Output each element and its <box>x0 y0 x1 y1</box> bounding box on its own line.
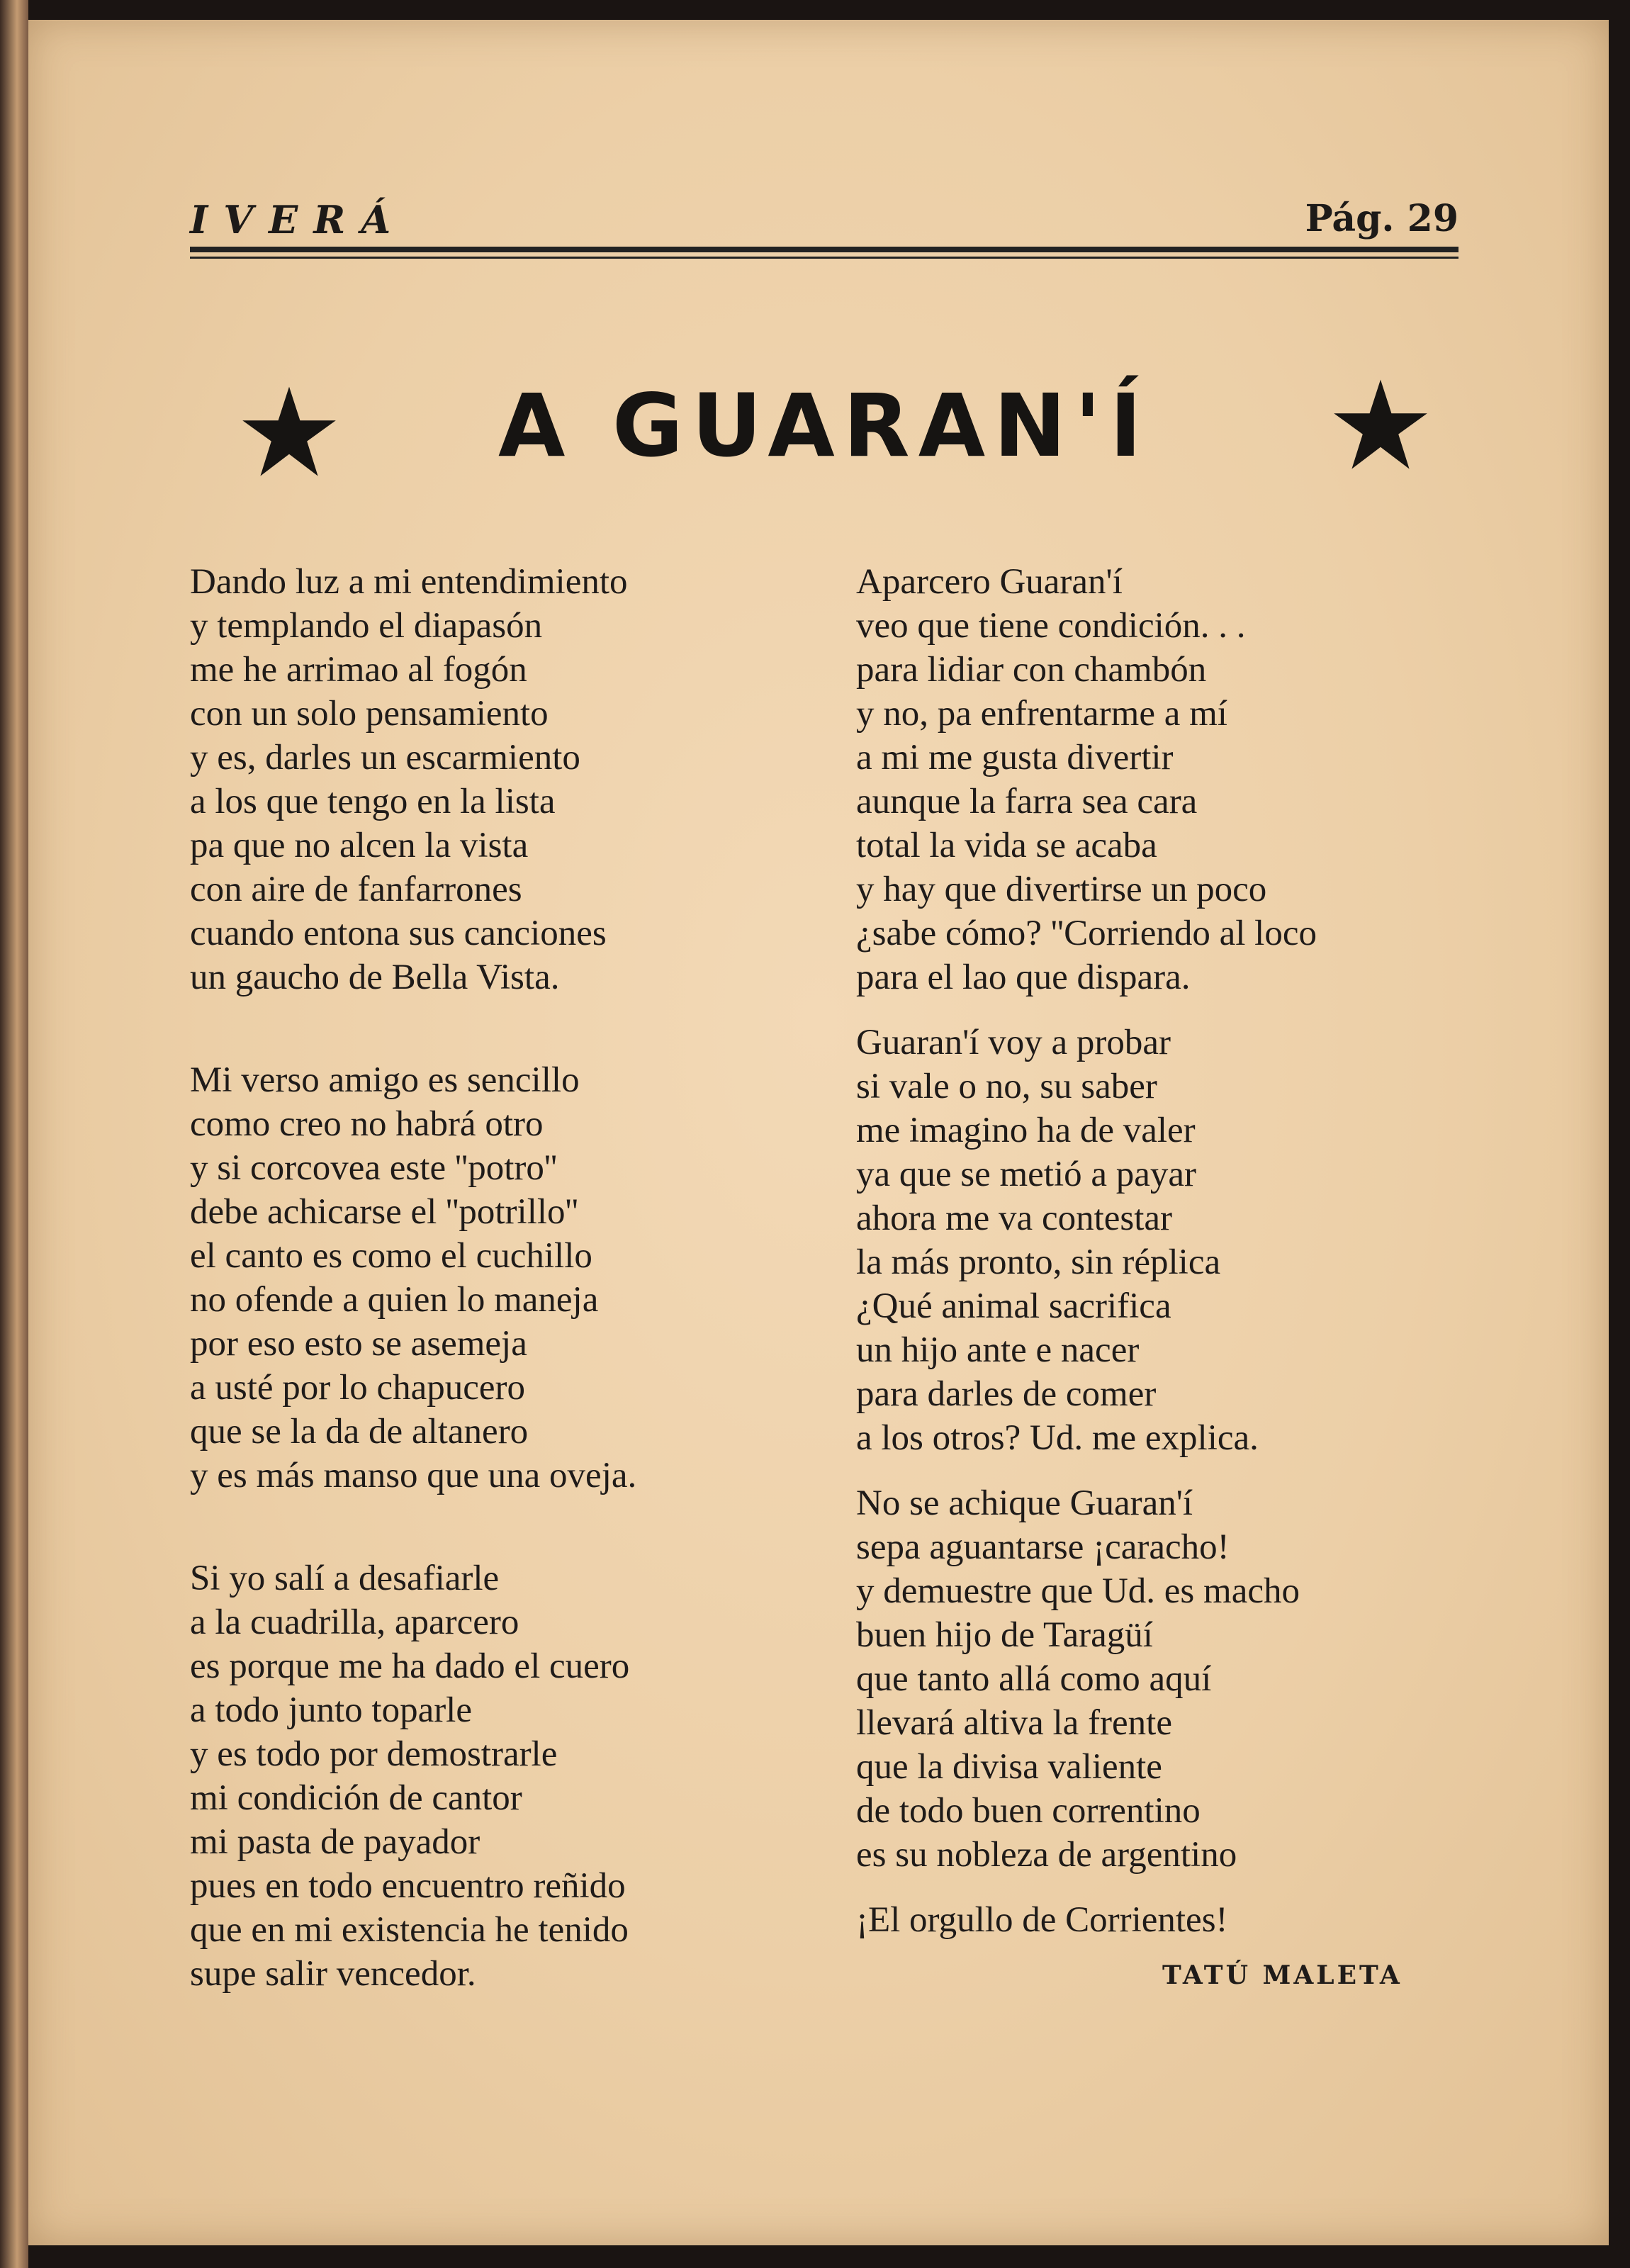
verse-line: mi pasta de payador <box>190 1822 480 1862</box>
verse-line: Guaran'í voy a probar <box>856 1023 1171 1062</box>
verse-line: y si corcovea este ''potro'' <box>190 1148 558 1188</box>
verse-line: para darles de comer <box>856 1374 1157 1414</box>
verse-line: llevará altiva la frente <box>856 1703 1172 1743</box>
stanza <box>190 1556 814 1996</box>
verse-line: y templando el diapasón <box>190 606 543 646</box>
verse-line: y hay que divertirse un poco <box>856 870 1267 909</box>
verse-line: cuando entona sus canciones <box>190 914 607 953</box>
verse-line: a mi me gusta divertir <box>856 738 1174 777</box>
verse-line: total la vida se acaba <box>856 826 1157 865</box>
verse-line: con aire de fanfarrones <box>190 870 522 909</box>
stanza <box>190 1058 814 1498</box>
stanza <box>856 1481 1466 1877</box>
verse-line: Mi verso amigo es sencillo <box>190 1060 580 1100</box>
verse-line: mi condición de cantor <box>190 1778 522 1818</box>
verse-line: No se achique Guaran'í <box>856 1483 1193 1523</box>
verse-line: y demuestre que Ud. es macho <box>856 1571 1300 1611</box>
verse-line: con un solo pensamiento <box>190 694 549 734</box>
verse-line: a la cuadrilla, aparcero <box>190 1602 519 1642</box>
verse-line: supe salir vencedor. <box>190 1954 476 1994</box>
verse-line: ahora me va contestar <box>856 1198 1173 1238</box>
book-spine <box>0 0 28 2268</box>
poem-column-left <box>190 560 814 2055</box>
verse-line: buen hijo de Taragüí <box>856 1615 1153 1655</box>
verse-line: por eso esto se asemeja <box>190 1324 527 1364</box>
verse-line: un hijo ante e nacer <box>856 1330 1140 1370</box>
verse-line: sepa aguantarse ¡caracho! <box>856 1527 1230 1567</box>
verse-line: que se la da de altanero <box>190 1412 529 1452</box>
verse-line: y es, darles un escarmiento <box>190 738 580 777</box>
verse-line: de todo buen correntino <box>856 1791 1201 1831</box>
verse-line: el canto es como el cuchillo <box>190 1236 592 1276</box>
poem-column-right <box>856 560 1466 1963</box>
verse-line: aunque la farra sea cara <box>856 782 1198 821</box>
star-icon <box>1331 376 1430 475</box>
verse-line: ya que se metió a payar <box>856 1155 1197 1194</box>
verse-line: y es más manso que una oveja. <box>190 1456 637 1495</box>
header-rule-thin <box>190 257 1458 259</box>
verse-line: si vale o no, su saber <box>856 1067 1157 1106</box>
verse-line: que tanto allá como aquí <box>856 1659 1212 1699</box>
stanza <box>190 560 814 999</box>
verse-line: que la divisa valiente <box>856 1747 1162 1787</box>
verse-line: a los otros? Ud. me explica. <box>856 1418 1259 1458</box>
verse-line: Dando luz a mi entendimiento <box>190 562 628 602</box>
verse-line: es su nobleza de argentino <box>856 1835 1237 1875</box>
verse-line: para lidiar con chambón <box>856 650 1207 690</box>
verse-line: debe achicarse el ''potrillo'' <box>190 1192 578 1232</box>
verse-line: ¿Qué animal sacrifica <box>856 1286 1171 1326</box>
verse-line: ¿sabe cómo? ''Corriendo al loco <box>856 914 1317 953</box>
header-rule <box>190 247 1458 252</box>
verse-line: me he arrimao al fogón <box>190 650 527 690</box>
author-signature: TATÚ MALETA <box>1162 1960 1403 1990</box>
verse-line: y es todo por demostrarle <box>190 1734 558 1774</box>
stanza <box>856 1021 1466 1460</box>
verse-line: Aparcero Guaran'í <box>856 562 1123 602</box>
verse-line: para el lao que dispara. <box>856 958 1191 997</box>
page-header <box>162 176 1458 247</box>
verse-line: es porque me ha dado el cuero <box>190 1646 630 1686</box>
stanza <box>856 1898 1466 1942</box>
verse-line: a los que tengo en la lista <box>190 782 556 821</box>
verse-line: no ofende a quien lo maneja <box>190 1280 599 1320</box>
verse-line: Si yo salí a desafiarle <box>190 1559 500 1598</box>
verse-line: me imagino ha de valer <box>856 1111 1196 1150</box>
verse-line: y no, pa enfrentarme a mí <box>856 694 1227 734</box>
verse-line: pa que no alcen la vista <box>190 826 529 865</box>
verse-line: veo que tiene condición. . . <box>856 606 1246 646</box>
verse-line: un gaucho de Bella Vista. <box>190 958 560 997</box>
verse-line: ¡El orgullo de Corrientes! <box>856 1900 1228 1940</box>
publication-name: IVERÁ <box>190 197 407 242</box>
verse-line: que en mi existencia he tenido <box>190 1910 629 1950</box>
verse-line: pues en todo encuentro reñido <box>190 1866 626 1906</box>
page-number: Pág. 29 <box>1305 197 1458 240</box>
verse-line: a todo junto toparle <box>190 1690 472 1730</box>
verse-line: a usté por lo chapucero <box>190 1368 525 1408</box>
stanza <box>856 560 1466 999</box>
verse-line: la más pronto, sin réplica <box>856 1242 1221 1282</box>
poem-title-row <box>190 376 1458 482</box>
verse-line: como creo no habrá otro <box>190 1104 544 1144</box>
poem-title: A GUARAN'Í <box>498 376 1150 476</box>
